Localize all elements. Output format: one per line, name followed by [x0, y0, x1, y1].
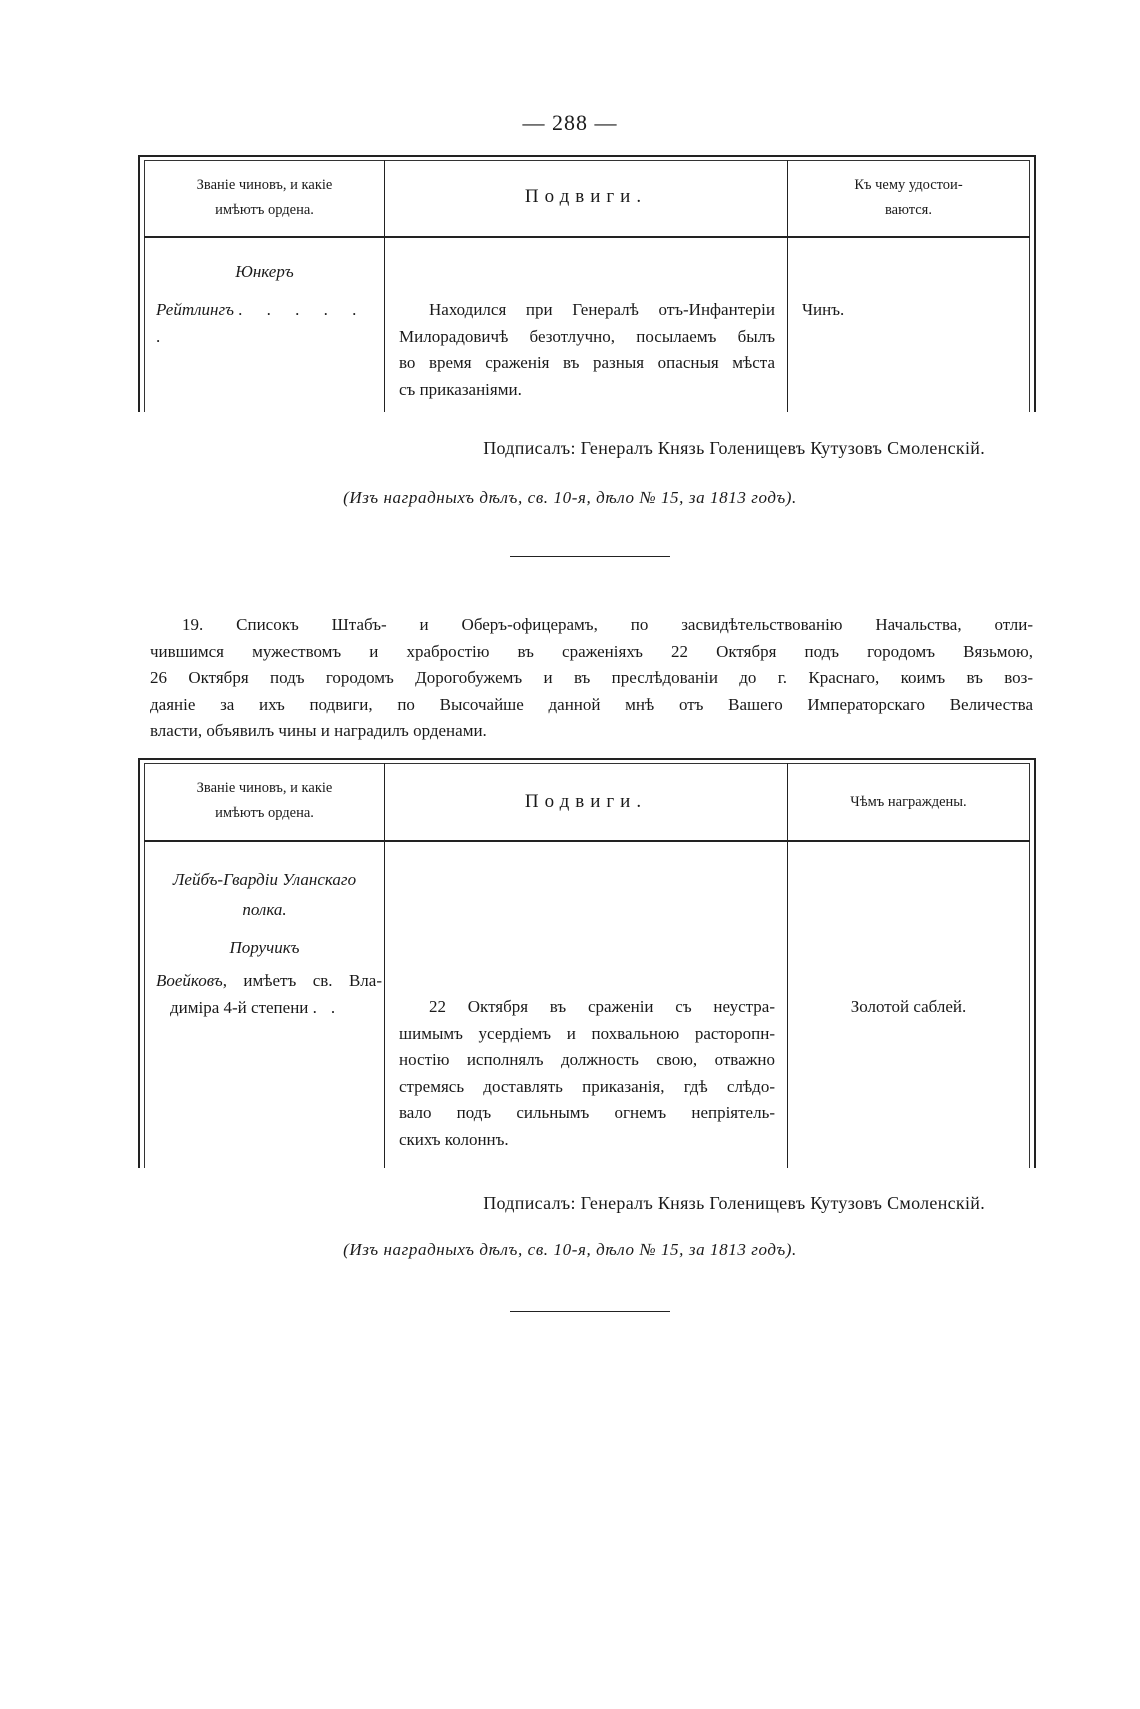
paragraph-line: власти, объявилъ чины и наградилъ орденами. [150, 721, 487, 740]
leader-dots: . . . . . . [156, 300, 367, 346]
page-number: — 288 — [522, 110, 618, 135]
column-divider-1 [384, 763, 385, 1168]
deed-line: 22 Октября въ сраженіи съ неустра- [429, 997, 775, 1016]
person-name: Воейковъ [156, 971, 223, 990]
award-table-1 [138, 155, 1036, 412]
table-border-left [138, 758, 140, 1168]
table-border-top [138, 758, 1036, 760]
paragraph-line: даяніе за ихъ подвиги, по Высочайше данной мнѣ отъ Вашего Императорскаго Величества [150, 694, 1033, 714]
source-citation: (Изъ наградныхъ дѣлъ, св. 10-я, дѣло № 15, за 1813 годъ). [343, 1240, 797, 1259]
section-divider [510, 556, 670, 557]
header-rank-orders [145, 776, 384, 826]
signature-line: Подписалъ: Генералъ Князь Голенищевъ Кутузовъ Смоленскій. [483, 1193, 985, 1213]
award-table-2 [138, 758, 1036, 1168]
table-border-left [138, 155, 140, 412]
deed-line: ностію исполнялъ должность свою, отважно [399, 1050, 775, 1069]
deed-line: шимымъ усердіемъ и похвальною расторопн- [399, 1023, 775, 1043]
deed-line: съ приказаніями. [399, 379, 522, 399]
regiment-line: полка. [242, 900, 287, 919]
header-line: Званіе чиновъ, и какіе [196, 177, 333, 193]
paragraph-line: 26 Октября подъ городомъ Дорогобужемъ и въ преслѣдованіи до г. Краснаго, коимъ въ воз- [150, 668, 1033, 687]
person-name-cell [156, 297, 384, 350]
paragraph-line: чившимся мужествомъ и храбростію въ сраженіяхъ 22 Октября подъ городомъ Вязьмою, [150, 641, 1033, 661]
person-name: Рейтлингъ [156, 300, 234, 319]
deed-line: Милорадовичѣ безотлучно, посылаемъ былъ [399, 326, 775, 346]
header-line: имѣютъ ордена. [215, 805, 314, 821]
rank-label: Поручикъ [229, 938, 300, 957]
deed-line: Находился при Генералѣ отъ-Инфантеріи [429, 300, 775, 319]
person-name-cell [156, 968, 382, 1021]
paragraph-line: 19. Списокъ Штабъ- и Оберъ-офицерамъ, по засвидѣтельствованію Начальства, отли- [182, 615, 1033, 634]
column-divider-2 [787, 763, 788, 1168]
table-border-right [1034, 155, 1036, 412]
regiment-line: Лейбъ-Гвардіи Уланскаго [172, 870, 357, 889]
table-border-top-inner [144, 763, 1030, 764]
header-divider [144, 840, 1030, 842]
source-citation: (Изъ наградныхъ дѣлъ, св. 10-я, дѣло № 15, за 1813 годъ). [343, 488, 797, 507]
leader-dots: . [330, 997, 336, 1017]
person-orders: , имѣетъ св. Вла- [222, 971, 382, 990]
table-border-right-inner [1029, 160, 1030, 412]
person-name-line [156, 968, 382, 995]
deed-description [399, 994, 775, 1153]
header-line: имѣютъ ордена. [215, 202, 314, 218]
rank-label: Юнкеръ [235, 262, 294, 281]
award-value: Чинъ. [802, 300, 845, 319]
table-border-top-inner [144, 160, 1030, 161]
table-border-right [1034, 758, 1036, 1168]
section-19-paragraph [150, 612, 1033, 745]
header-line: ваются. [885, 202, 932, 218]
table-border-right-inner [1029, 763, 1030, 1168]
deed-line: стремясь доставлять приказанія, гдѣ слѣдо- [399, 1076, 775, 1096]
section-divider [510, 1311, 670, 1312]
header-line: Званіе чиновъ, и какіе [196, 780, 333, 796]
header-awarded-with: Чѣмъ награждены. [850, 794, 967, 810]
award-value: Золотой саблей. [850, 997, 967, 1016]
signature-line: Подписалъ: Генералъ Князь Голенищевъ Кутузовъ Смоленскій. [483, 438, 985, 458]
deed-line: во время сраженія въ разныя опасныя мѣста [399, 353, 775, 372]
regiment-label [145, 865, 384, 925]
header-line: Къ чему удостои- [854, 177, 963, 193]
header-divider [144, 236, 1030, 238]
person-orders-line [156, 995, 382, 1022]
table-border-top [138, 155, 1036, 157]
person-orders-cont: диміра 4-й степени . [170, 997, 317, 1017]
deed-line: скихъ колоннъ. [399, 1129, 509, 1149]
header-deeds: Подвиги. [524, 186, 648, 207]
header-award-for [788, 173, 1029, 223]
deed-line: вало подъ сильнымъ огнемъ непріятель- [399, 1103, 775, 1122]
header-rank-orders [145, 173, 384, 223]
deed-description [399, 297, 775, 403]
header-deeds: Подвиги. [524, 791, 648, 812]
